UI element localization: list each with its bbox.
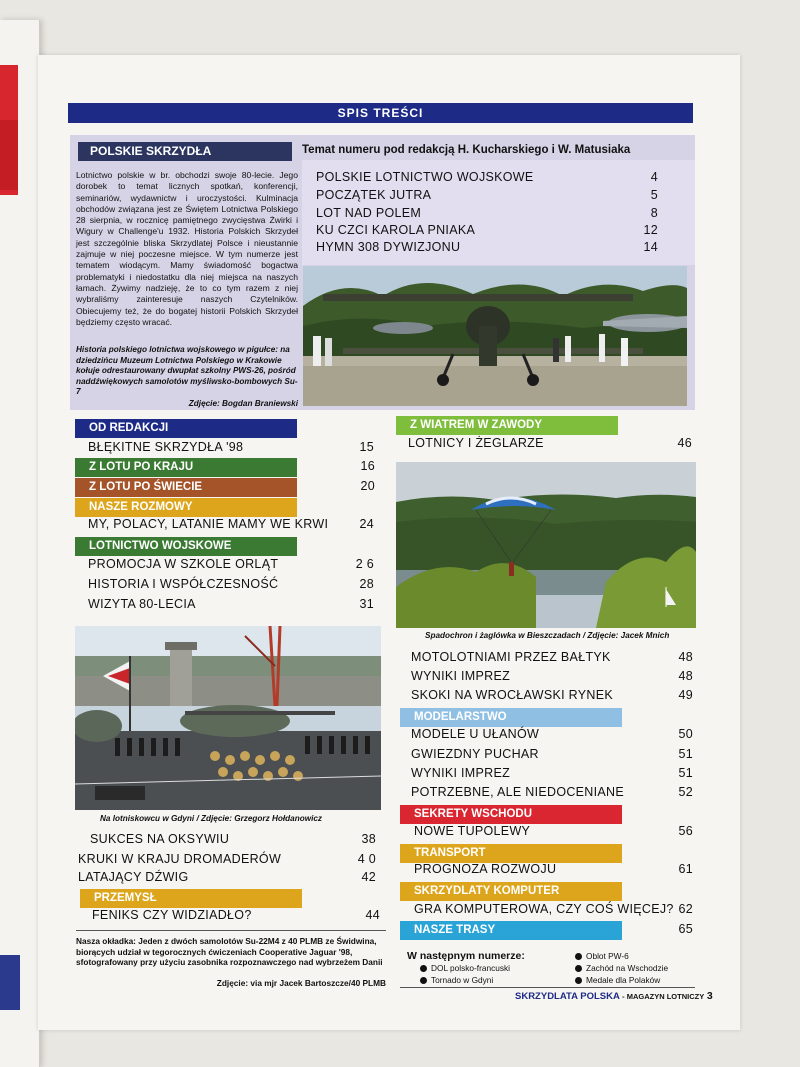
toc-entry-page: 65 — [678, 922, 693, 936]
section-heading-od-redakcji: OD REDAKCJI — [75, 419, 297, 438]
bullet-icon — [420, 977, 427, 984]
next-issue-item: DOL polsko-francuski — [420, 963, 510, 973]
toc-entry-page: 28 — [359, 577, 374, 591]
toc-entry-page: 4 0 — [357, 852, 376, 866]
toc-entry[interactable] — [316, 188, 658, 204]
bullet-icon — [575, 953, 582, 960]
section-heading-modelarstwo: MODELARSTWO — [400, 708, 622, 727]
toc-entry-z-lotu-po-swiecie[interactable] — [75, 478, 375, 497]
toc-entry[interactable] — [411, 669, 693, 685]
toc-entry-page: 49 — [678, 688, 693, 702]
bullet-icon — [420, 965, 427, 972]
toc-entry[interactable] — [414, 902, 693, 918]
section-heading-sekrety-wschodu: SEKRETY WSCHODU — [400, 805, 622, 824]
brand-name: SKRZYDLATA POLSKA — [515, 991, 620, 1002]
toc-entry-label: LOT NAD POLEM — [316, 206, 422, 220]
toc-entry[interactable] — [411, 727, 693, 743]
parachute-photo — [396, 462, 696, 628]
toc-entry[interactable] — [78, 870, 376, 886]
toc-entry-label: POLSKIE LOTNICTWO WOJSKOWE — [316, 170, 534, 184]
toc-entry[interactable] — [316, 240, 658, 256]
section-heading-nasze-rozmowy: NASZE ROZMOWY — [75, 498, 297, 517]
toc-entry-label: GWIEZDNY PUCHAR — [411, 747, 539, 761]
toc-entry-label: LATAJĄCY DŹWIG — [78, 870, 189, 884]
toc-entry[interactable] — [411, 785, 693, 801]
toc-entry-label: MOTOLOTNIAMI PRZEZ BAŁTYK — [411, 650, 611, 664]
toc-entry-page: 14 — [643, 240, 658, 254]
cover-credit: Zdjęcie: via mjr Jacek Bartoszcze/40 PLMB — [216, 978, 386, 988]
toc-entry-nasze-trasy[interactable] — [400, 921, 693, 941]
toc-entry-label: HYMN 308 DYWIZJONU — [316, 240, 461, 254]
toc-entry-label: WIZYTA 80-LECIA — [88, 597, 196, 611]
brand-subtitle: - MAGAZYN LOTNICZY — [622, 992, 705, 1001]
carrier-photo — [75, 626, 381, 810]
section-heading-z-lotu-po-kraju: Z LOTU PO KRAJU — [75, 458, 297, 477]
left-page-red-block-2 — [0, 120, 18, 190]
carrier-photo-caption: Na lotniskowcu w Gdyni / Zdjęcie: Grzegorz Hołdanowicz — [100, 814, 323, 823]
page-title: SPIS TREŚCI — [68, 103, 693, 123]
toc-entry-label: LOTNICY I ŻEGLARZE — [408, 436, 544, 450]
toc-entry-label: NOWE TUPOLEWY — [414, 824, 531, 838]
toc-entry-page: 42 — [361, 870, 376, 884]
toc-entry[interactable] — [88, 557, 374, 573]
toc-entry-page: 31 — [359, 597, 374, 611]
toc-entry-page: 20 — [360, 479, 375, 493]
cover-note: Nasza okładka: Jeden z dwóch samolotów Su-22M4 z 40 PLMB ze Świdwina, biorących udział w tegorocznych ćwiczeniach Cooperative Jaguar '98, sfotografowany przy użyciu zasobnika rozpoznawczego nad wybrzeżem Danii — [76, 936, 383, 967]
toc-entry-page: 2 6 — [355, 557, 374, 571]
bullet-icon — [575, 977, 582, 984]
section-heading-transport: TRANSPORT — [400, 844, 622, 863]
toc-entry[interactable] — [411, 747, 693, 763]
toc-entry-label: MY, POLACY, LATANIE MAMY WE KRWI — [88, 517, 329, 531]
section-heading-nasze-trasy: NASZE TRASY — [400, 921, 622, 940]
divider — [76, 930, 386, 931]
toc-entry-page: 12 — [643, 223, 658, 237]
toc-entry-page: 48 — [678, 650, 693, 664]
toc-entry-page: 4 — [650, 170, 658, 184]
toc-entry[interactable] — [408, 436, 692, 452]
toc-entry[interactable] — [88, 440, 374, 456]
toc-entry-label: PROMOCJA W SZKOLE ORLĄT — [88, 557, 279, 571]
toc-entry[interactable] — [411, 688, 693, 704]
next-issue-item: Oblot PW-6 — [575, 951, 629, 961]
section-heading-polskie-skrzydla: POLSKIE SKRZYDŁA — [78, 142, 292, 161]
toc-entry[interactable] — [78, 852, 376, 868]
toc-entry-page: 52 — [678, 785, 693, 799]
toc-entry[interactable] — [414, 824, 693, 840]
toc-entry-page: 62 — [678, 902, 693, 916]
toc-entry-page: 48 — [678, 669, 693, 683]
toc-entry[interactable] — [411, 650, 693, 666]
section-heading-przemysl: PRZEMYSŁ — [80, 889, 302, 908]
toc-entry-page: 46 — [677, 436, 692, 450]
section-heading-z-lotu-po-swiecie: Z LOTU PO ŚWIECIE — [75, 478, 297, 497]
left-page-blue-block — [0, 955, 20, 1010]
toc-entry-page: 8 — [650, 206, 658, 220]
section-heading-lotnictwo-wojskowe: LOTNICTWO WOJSKOWE — [75, 537, 297, 556]
toc-entry[interactable] — [316, 170, 658, 186]
toc-entry[interactable] — [316, 206, 658, 222]
next-issue-item: Medale dla Polaków — [575, 975, 660, 985]
toc-entry[interactable] — [88, 597, 374, 613]
toc-entry-page: 51 — [678, 766, 693, 780]
toc-entry-page: 61 — [678, 862, 693, 876]
toc-entry-page: 5 — [650, 188, 658, 202]
toc-entry[interactable] — [411, 766, 693, 782]
toc-entry-label: BŁĘKITNE SKRZYDŁA '98 — [88, 440, 244, 454]
toc-entry-page: 51 — [678, 747, 693, 761]
parachute-photo-caption: Spadochron i żaglówka w Bieszczadach / Zdjęcie: Jacek Mnich — [425, 631, 670, 640]
feature-subtitle: Temat numeru pod redakcją H. Kucharskiego i W. Matusiaka — [302, 144, 631, 156]
toc-entry-page: 24 — [359, 517, 374, 531]
section-heading-skrzydlaty-komputer: SKRZYDLATY KOMPUTER — [400, 882, 622, 901]
feature-photo-credit: Zdjęcie: Bogdan Braniewski — [188, 399, 298, 408]
next-issue-item: Zachód na Wschodzie — [575, 963, 668, 973]
next-issue-title: W następnym numerze: — [407, 950, 525, 962]
toc-entry-page: 15 — [359, 440, 374, 454]
toc-entry-label: GRA KOMPUTEROWA, CZY COŚ WIĘCEJ? — [414, 902, 674, 916]
toc-entry-label: SKOKI NA WROCŁAWSKI RYNEK — [411, 688, 613, 702]
magazine-brand — [515, 990, 713, 1002]
toc-entry-label: KU CZCI KAROLA PNIAKA — [316, 223, 476, 237]
toc-entry-label: POTRZEBNE, ALE NIEDOCENIANE — [411, 785, 625, 799]
toc-entry-label: KRUKI W KRAJU DROMADERÓW — [78, 852, 282, 866]
toc-entry-label: SUKCES NA OKSYWIU — [90, 832, 230, 846]
biplane-photo — [303, 266, 687, 406]
feature-photo-caption: Historia polskiego lotnictwa wojskowego w pigułce: na dziedzińcu Muzeum Lotnictwa Polskiego w Krakowie kołuje odrestaurowany dwupłat szkolny PWS-26, pośród naddźwiękowych samolotów myśliwsko-bombowych Su-7 — [76, 345, 298, 397]
toc-entry[interactable] — [90, 832, 376, 848]
toc-entry-page: 44 — [365, 908, 380, 922]
next-issue-item: Tornado w Gdyni — [420, 975, 493, 985]
toc-entry-page: 38 — [361, 832, 376, 846]
bullet-icon — [575, 965, 582, 972]
page-number: 3 — [706, 990, 713, 1002]
section-heading-z-wiatrem: Z WIATREM W ZAWODY — [396, 416, 618, 435]
toc-entry-label: WYNIKI IMPREZ — [411, 669, 511, 683]
toc-entry-label: FENIKS CZY WIDZIADŁO? — [92, 908, 252, 922]
toc-entry-page: 56 — [678, 824, 693, 838]
toc-entry-label: POCZĄTEK JUTRA — [316, 188, 432, 202]
feature-lead-text: Lotnictwo polskie w br. obchodzi swoje 80-lecie. Jego dorobek to temat licznych spotkań, konferencji, seminariów, wydawnictw i uroczystości. Kulminacja obchodów związana jest ze Świętem Lotnictwa Polskiego 28 sierpnia, w rocznicę pamiętnego zwycięstwa Żwirki i Wigury w Challenge'u 1932. Historia Polskich Skrzydeł jest szczególnie bliska Skrzydlatej Polsce i nieustannie zajmuje w niej poczesne miejsce. W tym numerze jest tematem wiodącym. Mamy świadomość bogactwa problematyki i niedostatku dla niej miejsca na naszych łamach. Żywimy nadzieję, że to co tym razem z niej wybraliśmy zainteresuje naszych Czytelników. Obiecujemy też, że do bogatej historii Polskich Skrzydeł będziemy często wracać. — [76, 170, 298, 327]
toc-entry-z-lotu-po-kraju[interactable] — [75, 458, 375, 477]
toc-entry-page: 16 — [360, 459, 375, 473]
toc-entry-label: PROGNOZA ROZWOJU — [414, 862, 557, 876]
toc-entry[interactable] — [316, 223, 658, 239]
toc-entry[interactable] — [88, 517, 374, 533]
toc-entry[interactable] — [414, 862, 693, 878]
toc-entry[interactable] — [92, 908, 380, 924]
toc-entry-label: WYNIKI IMPREZ — [411, 766, 511, 780]
toc-entry-label: MODELE U UŁANÓW — [411, 727, 540, 741]
toc-entry[interactable] — [88, 577, 374, 593]
toc-entry-page: 50 — [678, 727, 693, 741]
divider — [400, 987, 695, 988]
toc-entry-label: HISTORIA I WSPÓŁCZESNOŚĆ — [88, 577, 279, 591]
